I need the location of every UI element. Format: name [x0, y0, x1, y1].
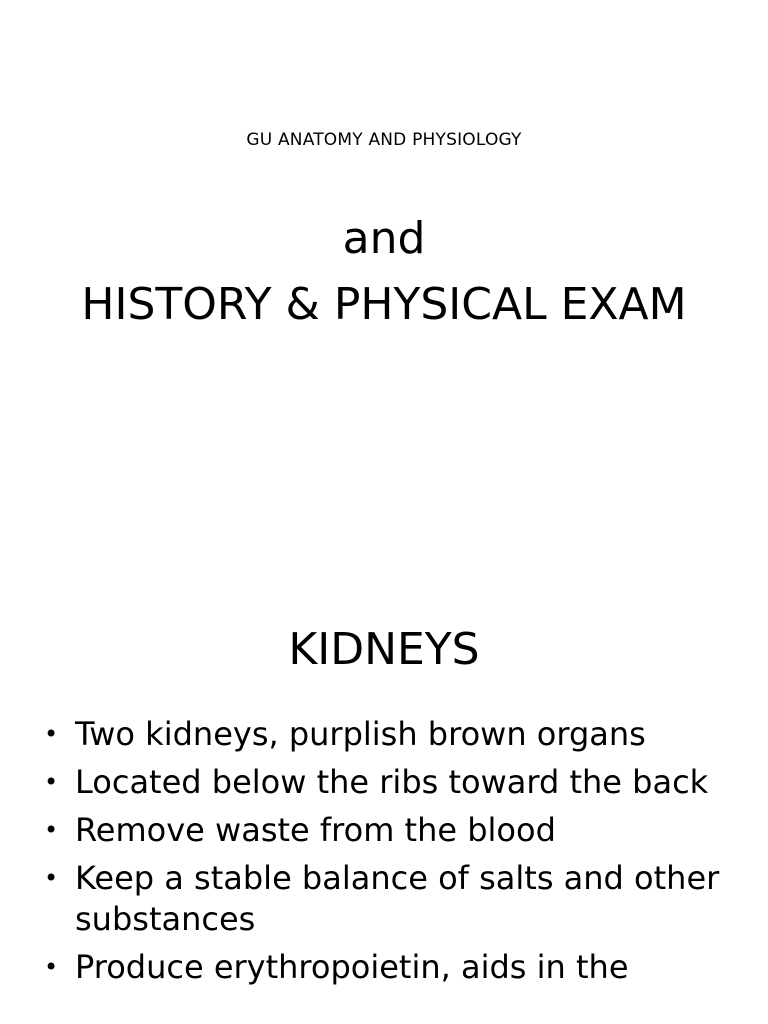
- bullet-icon: •: [44, 953, 59, 981]
- list-item: [0, 714, 768, 755]
- bullet-icon: •: [44, 720, 59, 748]
- kidneys-slide: [0, 560, 768, 1024]
- kidneys-heading: KIDNEYS: [288, 624, 480, 675]
- bullet-text: Two kidneys, purplish brown organs: [75, 715, 646, 753]
- bullet-text: Located below the ribs toward the back: [75, 763, 709, 801]
- slide-subtitle: GU ANATOMY AND PHYSIOLOGY: [246, 130, 522, 150]
- bullet-list: [0, 714, 768, 995]
- bullet-icon: •: [44, 864, 59, 892]
- title-line-history: HISTORY & PHYSICAL EXAM: [81, 279, 687, 330]
- list-item: [0, 858, 768, 940]
- list-item: [0, 810, 768, 851]
- list-item: [0, 762, 768, 803]
- list-item: [0, 947, 768, 988]
- slide-main-title: [0, 206, 768, 338]
- bullet-icon: •: [44, 816, 59, 844]
- bullet-text: Keep a stable balance of salts and other substances: [75, 859, 720, 938]
- bullet-text: Produce erythropoietin, aids in the: [75, 948, 629, 986]
- title-line-and: and: [342, 213, 426, 264]
- bullet-text: Remove waste from the blood: [75, 811, 556, 849]
- bullet-icon: •: [44, 768, 59, 796]
